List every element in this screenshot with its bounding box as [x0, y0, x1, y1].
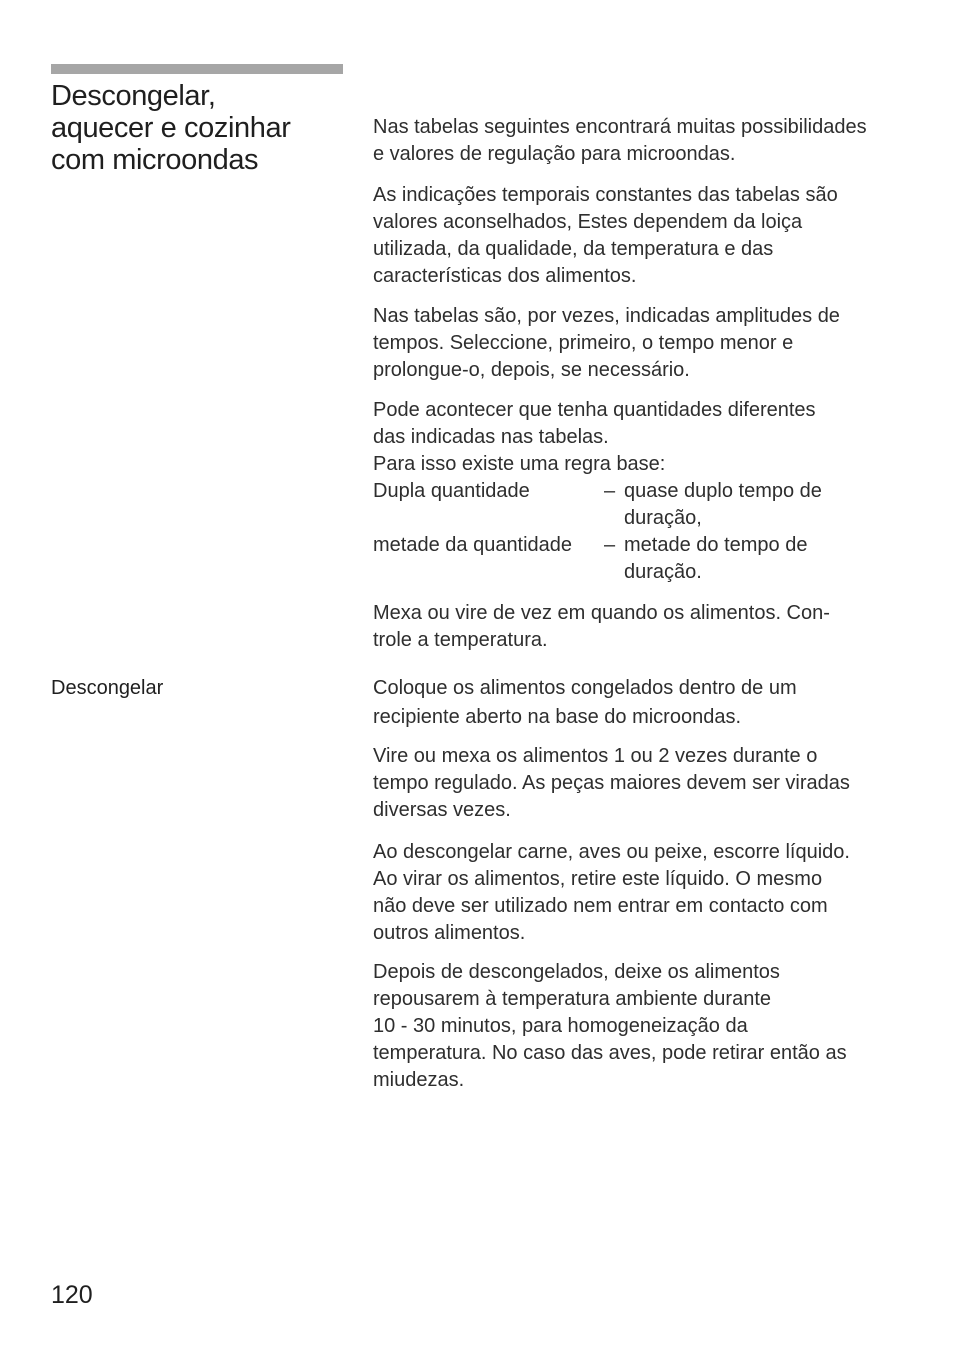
- intro-paragraph-3: [373, 303, 933, 384]
- text-line: outros alimentos.: [373, 922, 526, 944]
- text-line: características dos alimentos.: [373, 265, 637, 287]
- text-line: Nas tabelas seguintes encontrará muitas possibilidades: [373, 116, 867, 138]
- rule-quantity: metade da quantidade: [373, 534, 573, 556]
- defrost-paragraph-4: [373, 959, 933, 1094]
- text-line: tempos. Seleccione, primeiro, o tempo menor e: [373, 332, 794, 354]
- text-line: Ao descongelar carne, aves ou peixe, escorre líquido.: [373, 841, 850, 863]
- rule-row: [373, 532, 933, 559]
- intro-paragraph-1: [373, 114, 933, 168]
- defrost-paragraph-2: [373, 743, 933, 824]
- text-line: Vire ou mexa os alimentos 1 ou 2 vezes durante o: [373, 745, 818, 767]
- text-line: tempo regulado. As peças maiores devem ser viradas: [373, 772, 850, 794]
- page-title: [51, 80, 351, 176]
- text-line: miudezas.: [373, 1069, 465, 1091]
- rule-time: quase duplo tempo de: [624, 480, 822, 502]
- text-line: As indicações temporais constantes das tabelas são: [373, 184, 838, 206]
- rule-row: [373, 478, 933, 505]
- section-header-rule: [51, 64, 343, 74]
- text-line: Para isso existe uma regra base:: [373, 453, 666, 475]
- rule-time-cont: duração,: [624, 507, 702, 529]
- text-line: diversas vezes.: [373, 799, 511, 821]
- intro-paragraph-4: [373, 397, 933, 586]
- text-line: recipiente aberto na base do microondas.: [373, 706, 742, 728]
- rule-row-continuation: [373, 505, 933, 532]
- text-line: Pode acontecer que tenha quantidades diferentes: [373, 399, 816, 421]
- text-line: Mexa ou vire de vez em quando os alimentos. Con-: [373, 602, 830, 624]
- rule-dash: –: [604, 534, 616, 556]
- text-line: 10 - 30 minutos, para homogeneização da: [373, 1015, 748, 1037]
- rule-row-continuation: [373, 559, 933, 586]
- title-line: Descongelar,: [51, 80, 216, 112]
- rule-time-cont: duração.: [624, 561, 702, 583]
- section-label-descongelar: Descongelar: [51, 677, 164, 699]
- text-line: utilizada, da qualidade, da temperatura e das: [373, 238, 774, 260]
- text-line: das indicadas nas tabelas.: [373, 426, 609, 448]
- defrost-paragraph-1: [373, 675, 933, 731]
- intro-paragraph-2: [373, 182, 933, 290]
- text-line: Coloque os alimentos congelados dentro de um: [373, 677, 797, 699]
- text-line: Nas tabelas são, por vezes, indicadas amplitudes de: [373, 305, 840, 327]
- text-line: não deve ser utilizado nem entrar em contacto com: [373, 895, 828, 917]
- page-number: 120: [51, 1281, 93, 1309]
- text-line: valores aconselhados, Estes dependem da loiça: [373, 211, 803, 233]
- text-line: repousarem à temperatura ambiente durante: [373, 988, 772, 1010]
- rule-time: metade do tempo de: [624, 534, 808, 556]
- rule-dash: –: [604, 480, 616, 502]
- rule-quantity: Dupla quantidade: [373, 480, 530, 502]
- defrost-paragraph-3: [373, 839, 933, 947]
- text-line: prolongue-o, depois, se necessário.: [373, 359, 690, 381]
- text-line: trole a temperatura.: [373, 629, 548, 651]
- title-line: com microondas: [51, 144, 259, 176]
- intro-paragraph-5: [373, 600, 933, 654]
- title-line: aquecer e cozinhar: [51, 112, 291, 144]
- text-line: temperatura. No caso das aves, pode retirar então as: [373, 1042, 847, 1064]
- text-line: Ao virar os alimentos, retire este líquido. O mesmo: [373, 868, 823, 890]
- text-line: e valores de regulação para microondas.: [373, 143, 736, 165]
- quantity-rule-table: [373, 478, 933, 586]
- text-line: Depois de descongelados, deixe os alimentos: [373, 961, 780, 983]
